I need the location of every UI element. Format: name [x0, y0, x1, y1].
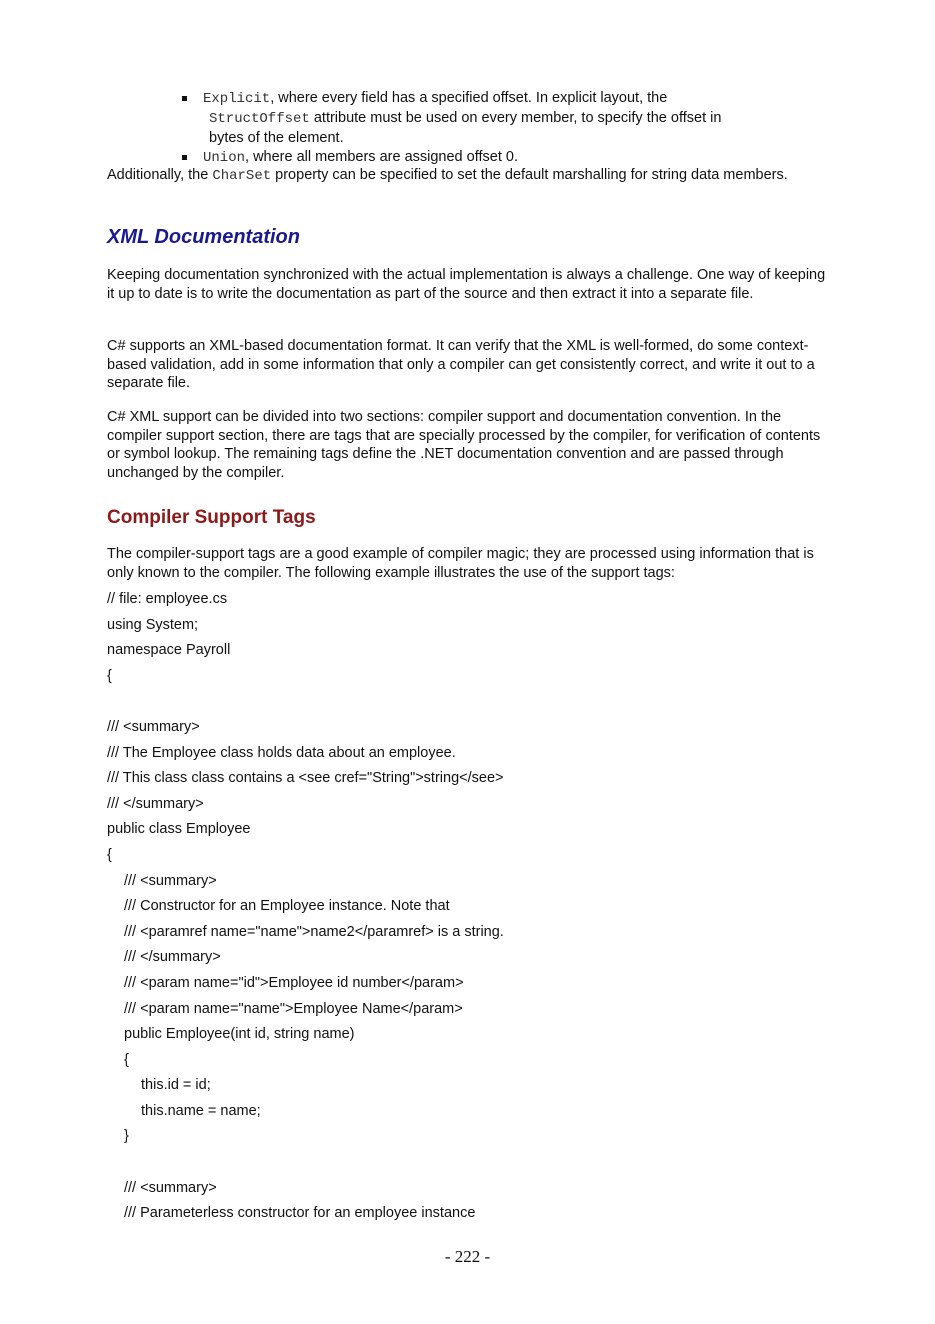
list-item-text: attribute must be used on every member, to specify the offset in: [309, 110, 722, 126]
inline-code: CharSet: [212, 168, 272, 184]
square-bullet-icon: [182, 96, 187, 101]
list-item-continuation: [203, 109, 800, 129]
paragraph-text: Additionally, the: [107, 167, 213, 183]
code-line: {: [107, 846, 112, 863]
layout-kind-list: [180, 89, 800, 168]
code-line: /// This class class contains a <see cref="String">string</see>: [107, 770, 504, 787]
code-line: this.id = id;: [141, 1077, 211, 1094]
square-bullet-icon: [182, 155, 187, 160]
code-line: this.name = name;: [141, 1102, 261, 1119]
inline-code: Explicit: [203, 91, 271, 107]
code-line: /// <summary>: [124, 872, 217, 889]
code-line: /// <summary>: [124, 1179, 217, 1196]
paragraph-text: property can be specified to set the default marshalling for string data members.: [271, 167, 788, 183]
list-item: [180, 148, 800, 168]
code-line: /// <param name="name">Employee Name</param>: [124, 1000, 463, 1017]
list-item-continuation: bytes of the element.: [209, 130, 344, 146]
code-line: /// Parameterless constructor for an employee instance: [124, 1205, 476, 1222]
list-item: [180, 89, 800, 148]
inline-code: StructOffset: [209, 111, 310, 127]
code-line: [107, 1151, 832, 1177]
paragraph: The compiler-support tags are a good example of compiler magic; they are processed using information that is only known to the compiler. The following example illustrates the use of the support tags:: [107, 546, 814, 581]
code-line: public class Employee: [107, 821, 251, 838]
code-line: namespace Payroll: [107, 642, 231, 659]
list-item-text: , where all members are assigned offset 0.: [245, 149, 518, 165]
section-heading-xml-documentation: XML Documentation: [107, 226, 300, 248]
inline-code: Union: [203, 150, 246, 166]
section-heading-compiler-support-tags: Compiler Support Tags: [107, 507, 316, 528]
charset-paragraph: [107, 166, 832, 186]
code-listing: [107, 588, 832, 1228]
code-line: /// <paramref name="name">name2</paramref> is a string.: [124, 923, 504, 940]
paragraph: C# supports an XML-based documentation format. It can verify that the XML is well-formed, do some context-based validation, add in some information that only a compiler can get consistently correct, and write it out to a separate file.: [107, 338, 815, 391]
paragraph: C# XML support can be divided into two sections: compiler support and documentation convention. In the compiler support section, there are tags that are specially processed by the compiler, for verification of contents or symbol lookup. The remaining tags define the .NET documentation convention and are passed through unchanged by the compiler.: [107, 409, 821, 481]
code-line: [107, 690, 832, 716]
code-line: /// <param name="id">Employee id number</param>: [124, 974, 464, 991]
code-line: using System;: [107, 616, 199, 633]
code-line: /// <summary>: [107, 718, 200, 735]
code-line: /// </summary>: [124, 949, 221, 966]
code-line: // file: employee.cs: [107, 591, 228, 607]
code-line: }: [124, 1128, 129, 1145]
paragraph: Keeping documentation synchronized with the actual implementation is always a challenge. One way of keeping it up to date is to write the documentation as part of the source and then extract it into a separate file.: [107, 267, 826, 302]
page-number: - 222 -: [444, 1247, 491, 1266]
code-line: /// The Employee class holds data about an employee.: [107, 744, 456, 761]
code-line: public Employee(int id, string name): [124, 1026, 355, 1043]
list-item-text: , where every field has a specified offset. In explicit layout, the: [270, 90, 668, 106]
code-line: /// </summary>: [107, 795, 204, 812]
code-line: /// Constructor for an Employee instance. Note that: [124, 898, 450, 915]
code-line: {: [124, 1051, 129, 1068]
code-line: {: [107, 667, 112, 684]
